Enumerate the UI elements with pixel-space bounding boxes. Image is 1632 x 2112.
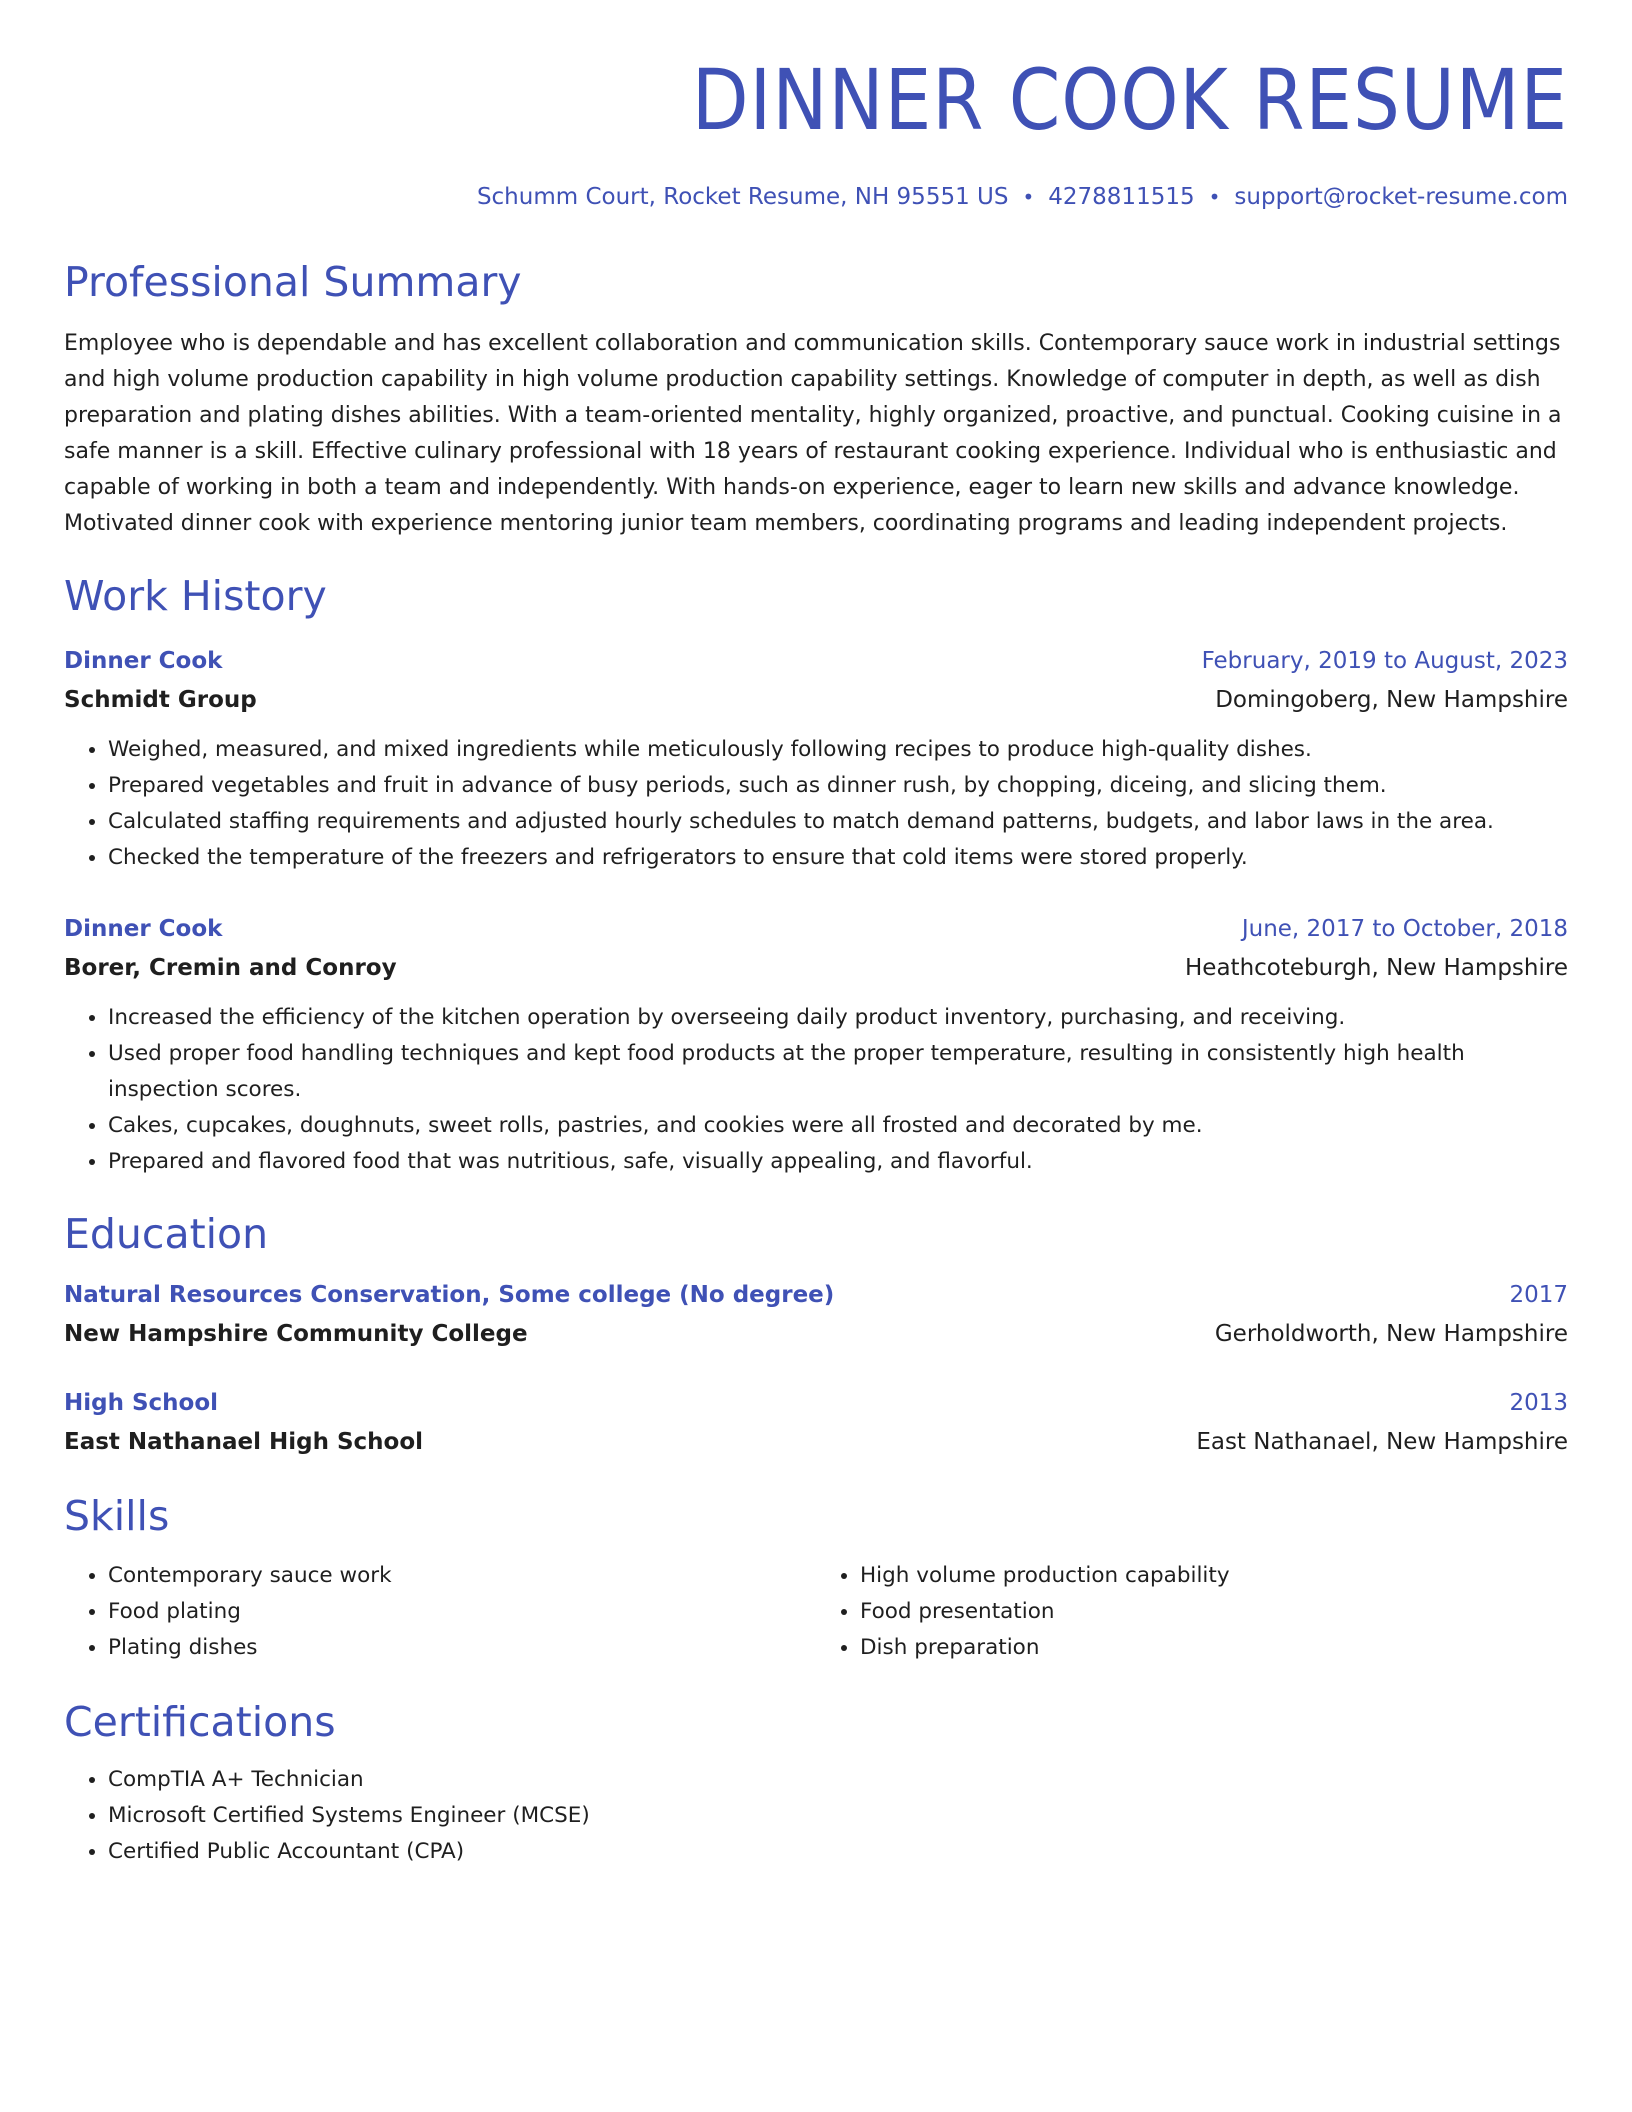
job-location: Heathcoteburgh, New Hampshire bbox=[1185, 955, 1568, 981]
job-company-row bbox=[64, 680, 1568, 720]
resume-title: DINNER COOK RESUME bbox=[691, 51, 1568, 149]
job-bullet: • Calculated staffing requirements and adjusted hourly schedules to match demand patterns, budgets, and labor laws in the area. bbox=[108, 804, 1568, 840]
skill-item: • Food plating bbox=[108, 1594, 816, 1630]
education-heading: Education bbox=[64, 1210, 269, 1258]
skill-item: • Contemporary sauce work bbox=[108, 1558, 816, 1594]
skills-heading: Skills bbox=[64, 1492, 170, 1540]
job-company: Borer, Cremin and Conroy bbox=[64, 955, 397, 981]
job-company: Schmidt Group bbox=[64, 687, 257, 713]
education-school: East Nathanael High School bbox=[64, 1429, 424, 1455]
job-company-row bbox=[64, 948, 1568, 988]
education-degree: High School bbox=[64, 1390, 219, 1416]
contact-separator: • bbox=[1022, 185, 1035, 209]
job-bullets bbox=[64, 732, 1568, 876]
education-degree: Natural Resources Conservation, Some college (No degree) bbox=[64, 1282, 835, 1308]
job-title: Dinner Cook bbox=[64, 648, 223, 674]
certifications-heading: Certifications bbox=[64, 1698, 336, 1746]
job-bullet: • Cakes, cupcakes, doughnuts, sweet rolls, pastries, and cookies were all frosted and decorated by me. bbox=[108, 1108, 1568, 1144]
certification-item: • Certified Public Accountant (CPA) bbox=[108, 1834, 1568, 1870]
job-entry bbox=[64, 642, 1568, 876]
certification-item: • Microsoft Certified Systems Engineer (MCSE) bbox=[108, 1798, 1568, 1834]
job-title-row bbox=[64, 642, 1568, 680]
job-bullet: • Prepared vegetables and fruit in advance of busy periods, such as dinner rush, by chopping, diceing, and slicing them. bbox=[108, 768, 1568, 804]
education-degree-row bbox=[64, 1276, 1568, 1314]
certification-item: • CompTIA A+ Technician bbox=[108, 1762, 1568, 1798]
job-location: Domingoberg, New Hampshire bbox=[1215, 687, 1568, 713]
resume-header bbox=[64, 40, 1568, 214]
skill-item: • Dish preparation bbox=[860, 1630, 1568, 1666]
skills-grid bbox=[64, 1558, 1568, 1666]
skills-column-right bbox=[816, 1558, 1568, 1666]
education-location: Gerholdworth, New Hampshire bbox=[1214, 1321, 1568, 1347]
summary-text: Employee who is dependable and has excellent collaboration and communication skills. Contemporary sauce work in industrial settings and high volume production capability in high volume production capability settings. Knowledge of computer in depth, as well as dish preparation and plating dishes abilities. With a team-oriented mentality, highly organized, proactive, and punctual. Cooking cuisine in a safe manner is a skill. Effective culinary professional with 18 years of restaurant cooking experience. Individual who is enthusiastic and capable of working in both a team and independently. With hands-on experience, eager to learn new skills and advance knowledge. Motivated dinner cook with experience mentoring junior team members, coordinating programs and leading independent projects. bbox=[64, 331, 1562, 536]
work-history-heading: Work History bbox=[64, 572, 327, 620]
job-bullet: • Weighed, measured, and mixed ingredients while meticulously following recipes to produce high-quality dishes. bbox=[108, 732, 1568, 768]
job-bullet: • Checked the temperature of the freezers and refrigerators to ensure that cold items were stored properly. bbox=[108, 840, 1568, 876]
contact-email[interactable]: support@rocket-resume.com bbox=[1234, 184, 1568, 210]
skills-list bbox=[64, 1558, 816, 1666]
education-school: New Hampshire Community College bbox=[64, 1321, 528, 1347]
job-bullet: • Increased the efficiency of the kitchen operation by overseeing daily product inventory, purchasing, and receiving. bbox=[108, 1000, 1568, 1036]
contact-address: Schumm Court, Rocket Resume, NH 95551 US bbox=[476, 184, 1009, 210]
education-school-row bbox=[64, 1314, 1568, 1354]
education-entry bbox=[64, 1276, 1568, 1354]
certifications-list bbox=[64, 1762, 1568, 1870]
skills-column-left bbox=[64, 1558, 816, 1666]
contact-separator: • bbox=[1208, 185, 1221, 209]
education-school-row bbox=[64, 1422, 1568, 1462]
education-location: East Nathanael, New Hampshire bbox=[1196, 1429, 1568, 1455]
skill-item: • Food presentation bbox=[860, 1594, 1568, 1630]
education-degree-row bbox=[64, 1384, 1568, 1422]
skills-list bbox=[816, 1558, 1568, 1666]
job-dates: February, 2019 to August, 2023 bbox=[1201, 648, 1568, 674]
contact-line bbox=[64, 180, 1568, 214]
summary-heading: Professional Summary bbox=[64, 258, 522, 306]
skill-item: • Plating dishes bbox=[108, 1630, 816, 1666]
job-title-row bbox=[64, 910, 1568, 948]
job-dates: June, 2017 to October, 2018 bbox=[1241, 916, 1568, 942]
job-bullets bbox=[64, 1000, 1568, 1180]
job-entry bbox=[64, 910, 1568, 1180]
contact-phone: 4278811515 bbox=[1048, 184, 1195, 210]
job-bullet: • Used proper food handling techniques and kept food products at the proper temperature, resulting in consistently high health inspection scores. bbox=[108, 1036, 1568, 1108]
skill-item: • High volume production capability bbox=[860, 1558, 1568, 1594]
job-title: Dinner Cook bbox=[64, 916, 223, 942]
education-year: 2017 bbox=[1509, 1282, 1568, 1308]
education-year: 2013 bbox=[1509, 1390, 1568, 1416]
job-bullet: • Prepared and flavored food that was nutritious, safe, visually appealing, and flavorful. bbox=[108, 1144, 1568, 1180]
education-entry bbox=[64, 1384, 1568, 1462]
